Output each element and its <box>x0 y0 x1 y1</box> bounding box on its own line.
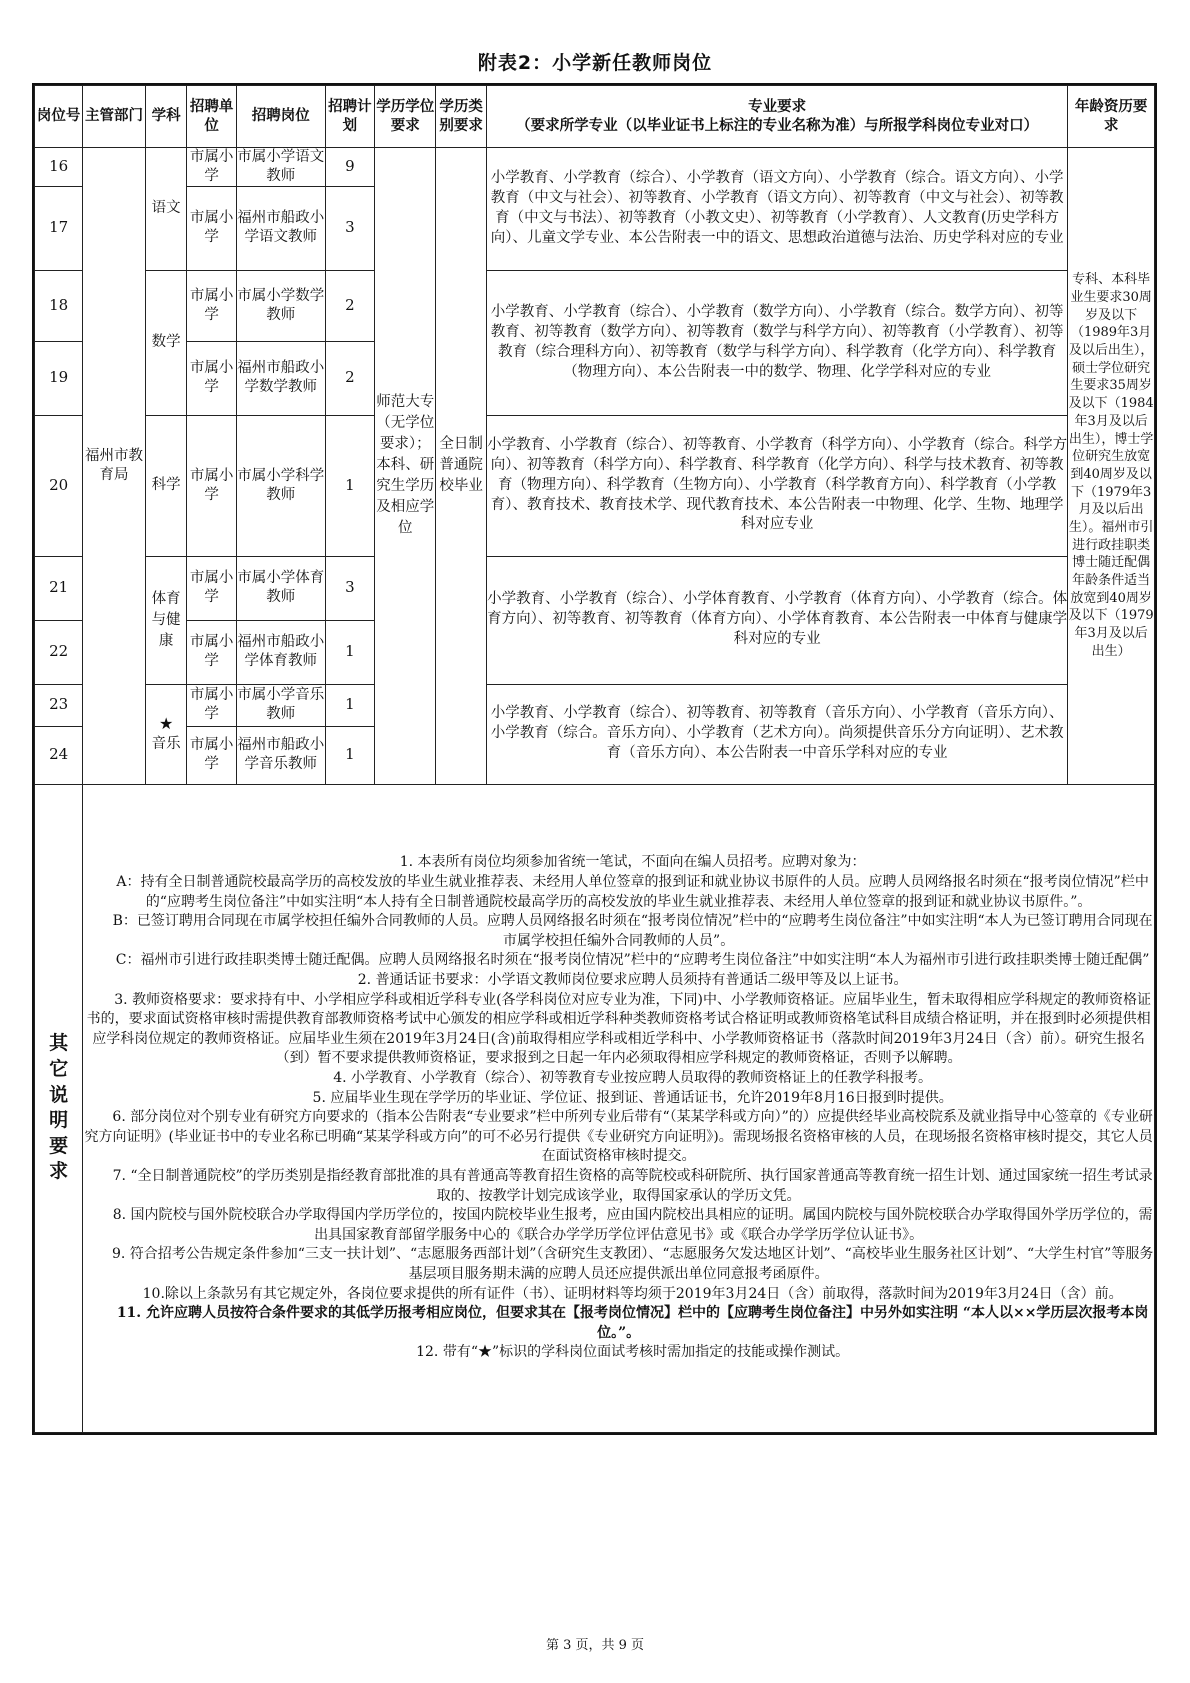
header-row <box>35 86 1155 148</box>
unit-cell: 市属小学 <box>187 341 236 415</box>
note-item: 1. 本表所有岗位均须参加省统一笔试，不面向在编人员招考。应聘对象为： <box>399 854 866 871</box>
header-degree: 学历学位要求 <box>375 86 436 148</box>
unit-cell: 市属小学 <box>187 684 236 726</box>
header-major-sub: （要求所学专业（以毕业证书上标注的专业名称为准）与所报学科岗位专业对口） <box>516 117 1039 134</box>
header-post-no: 岗位号 <box>35 86 83 148</box>
subject-pe: 体育与健康 <box>145 556 187 684</box>
subject-music-label: 音乐 <box>151 736 181 753</box>
post-no: 23 <box>35 684 83 726</box>
table-row <box>35 148 1155 187</box>
header-age: 年龄资历要求 <box>1068 86 1155 148</box>
note-item: 10.除以上条款另有其它规定外，各岗位要求提供的所有证件（书）、证明材料等均须于2019年3月24日（含）前取得，落款时间为2019年3月24日（含）前。 <box>142 1285 1123 1302</box>
plan-cell: 1 <box>325 726 374 784</box>
dept-cell: 福州市教育局 <box>83 148 146 785</box>
unit-cell: 市属小学 <box>187 148 236 187</box>
major-math: 小学教育、小学教育（综合）、小学教育（数学方向）、小学教育（综合。数学方向）、初等教育、初等教育（数学方向）、初等教育（数学与科学方向）、初等教育（小学教育）、初等教育（综合理科方向）、初等教育（数学与科学方向）、科学教育（化学方向）、科学教育（物理方向）、本公告附表一中的数学、物理、化学学科对应的专业 <box>486 270 1067 415</box>
table-row <box>35 684 1155 726</box>
post-cell: 福州市船政小学语文教师 <box>236 186 325 270</box>
note-item: 3. 教师资格要求：要求持有中、小学相应学科或相近学科专业(各学科岗位对应专业为准，下同)中、小学教师资格证。应届毕业生，暂未取得相应学科规定的教师资格证书的，要求面试资格审核时需提供教育部教师资格考试中心颁发的相应学科或相近学科种类教师资格考试合格证明或教师资格笔试科目成绩合格证明，并在报到时必须提供相应学科岗位规定的教师资格证。应届毕业生须在2019年3月24日(含)前取得相应学科或相近学科中、小学教师资格证书（落款时间2019年3月24日（含）前）。研究生报名（到）暂不要求提供教师资格证，要求报到之日起一年内必须取得相应学科规定的教师资格证，否则予以解聘。 <box>86 991 1151 1067</box>
post-cell: 市属小学科学教师 <box>236 415 325 556</box>
post-no: 18 <box>35 270 83 341</box>
plan-cell: 1 <box>325 415 374 556</box>
post-no: 19 <box>35 341 83 415</box>
post-no: 21 <box>35 556 83 620</box>
note-item: 4. 小学教育、小学教育（综合）、初等教育专业按应聘人员取得的教师资格证上的任教学科报考。 <box>333 1070 933 1086</box>
note-item: B：已签订聘用合同现在市属学校担任编外合同教师的人员。应聘人员网络报名时须在“报考岗位情况”栏中的“应聘考生岗位备注”中如实注明“本人为已签订聘用合同现在市属学校担任编外合同教师的人员”。 <box>112 913 1153 949</box>
post-no: 17 <box>35 186 83 270</box>
subject-chinese: 语文 <box>145 148 187 271</box>
post-no: 24 <box>35 726 83 784</box>
unit-cell: 市属小学 <box>187 415 236 556</box>
post-no: 20 <box>35 415 83 556</box>
major-chinese: 小学教育、小学教育（综合）、小学教育（语文方向）、小学教育（综合。语文方向）、小学教育（中文与社会）、初等教育、小学教育（语文方向）、初等教育（中文与社会）、初等教育（中文与书法）、初等教育（小教文史）、初等教育（小学教育）、人文教育(历史学科方向）、儿童文学专业、本公告附表一中的语文、思想政治道德与法治、历史学科对应的专业 <box>486 148 1067 271</box>
unit-cell: 市属小学 <box>187 726 236 784</box>
note-item: C：福州市引进行政挂职类博士随迁配偶。应聘人员网络报名时须在“报考岗位情况”栏中的“应聘考生岗位备注”中如实注明“本人为福州市引进行政挂职类博士随迁配偶” <box>115 952 1150 969</box>
major-music: 小学教育、小学教育（综合）、初等教育、初等教育（音乐方向）、小学教育（音乐方向）、小学教育（综合。音乐方向）、小学教育（艺术方向）。尚须提供音乐分方向证明）、艺术教育（音乐方向）、本公告附表一中音乐学科对应的专业 <box>486 684 1067 784</box>
header-subject: 学科 <box>145 86 187 148</box>
plan-cell: 3 <box>325 186 374 270</box>
plan-cell: 2 <box>325 341 374 415</box>
major-science: 小学教育、小学教育（综合）、初等教育、小学教育（科学方向）、小学教育（综合。科学方向）、初等教育（科学方向）、科学教育、科学教育（化学方向）、科学与技术教育、初等教育（物理方向）、科学教育（生物方向）、小学教育（科学教育方向）、科学教育（小学教育）、教育技术、教育技术学、现代教育技术、本公告附表一中物理、化学、生物、地理学科对应专业 <box>486 415 1067 556</box>
notes-cell <box>83 784 1155 1432</box>
note-item: 5. 应届毕业生现在学学历的毕业证、学位证、报到证、普通话证书，允许2019年8月16日报到时提供。 <box>312 1089 953 1106</box>
notes-label <box>35 784 83 1432</box>
plan-cell: 3 <box>325 556 374 620</box>
note-item: 2. 普通话证书要求：小学语文教师岗位要求应聘人员须持有普通话二级甲等及以上证书。 <box>357 972 908 989</box>
post-cell: 市属小学体育教师 <box>236 556 325 620</box>
header-post: 招聘岗位 <box>236 86 325 148</box>
degree-cell: 师范大专（无学位要求）；本科、研究生学历及相应学位 <box>375 148 436 785</box>
table-row <box>35 415 1155 556</box>
header-major <box>486 86 1067 148</box>
star-icon: ★ <box>158 714 174 734</box>
table-row <box>35 270 1155 341</box>
header-edu-type: 学历类别要求 <box>436 86 486 148</box>
unit-cell: 市属小学 <box>187 620 236 684</box>
unit-cell: 市属小学 <box>187 186 236 270</box>
note-item: 6. 部分岗位对个别专业有研究方向要求的（指本公告附表“专业要求”栏中所列专业后带有“（某某学科或方向）”的）应提供经毕业高校院系及就业指导中心签章的《专业研究方向证明》(毕业证书中的专业名称已明确“某某学科或方向”的可不必另行提供《专业研究方向证明》)。需现场报名资格审核的人员，在现场报名资格审核时提交，其它人员在面试资格审核时提交。 <box>84 1109 1153 1165</box>
post-cell: 福州市船政小学音乐教师 <box>236 726 325 784</box>
table-row <box>35 556 1155 620</box>
edu-type-cell: 全日制普通院校毕业 <box>436 148 486 785</box>
plan-cell: 1 <box>325 684 374 726</box>
note-item: 9. 符合招考公告规定条件参加“三支一扶计划”、“志愿服务西部计划”（含研究生支教团）、“志愿服务欠发达地区计划”、“高校毕业生服务社区计划”、“大学生村官”等服务基层项目服务期未满的应聘人员还应提供派出单位同意报考函原件。 <box>111 1246 1154 1282</box>
page-footer: 第 3 页，共 9 页 <box>545 1638 645 1653</box>
subject-math: 数学 <box>145 270 187 415</box>
plan-cell: 9 <box>325 148 374 187</box>
subject-science: 科学 <box>145 415 187 556</box>
post-cell: 市属小学数学教师 <box>236 270 325 341</box>
header-unit: 招聘单位 <box>187 86 236 148</box>
note-item: 7. “全日制普通院校”的学历类别是指经教育部批准的具有普通高等教育招生资格的高等院校或科研院所、执行国家普通高等教育统一招生计划、通过国家统一招生考试录取的、按教学计划完成该学业，取得国家承认的学历文凭。 <box>112 1167 1153 1204</box>
page-title: 附表2：小学新任教师岗位 <box>477 52 713 74</box>
post-cell: 福州市船政小学数学教师 <box>236 341 325 415</box>
header-dept: 主管部门 <box>83 86 146 148</box>
note-item-emphasis: 11. 允许应聘人员按符合条件要求的其低学历报考相应岗位，但要求其在【报考岗位情况】栏中的【应聘考生岗位备注】中另外如实注明 “本人以××学历层次报考本岗位。”。 <box>116 1305 1149 1341</box>
post-no: 16 <box>35 148 83 187</box>
major-pe: 小学教育、小学教育（综合）、小学体育教育、小学教育（体育方向）、小学教育（综合。体育方向）、初等教育、初等教育（体育方向）、小学体育教育、本公告附表一中体育与健康学科对应的专业 <box>486 556 1067 684</box>
notes-label-text: 其它说明要求 <box>49 1032 69 1183</box>
note-item: 8. 国内院校与国外院校联合办学取得国内学历学位的，按国内院校毕业生报考，应由国内院校出具相应的证明。属国内院校与国外院校联合办学取得国外学历学位的，需出具国家教育部留学服务中心的《联合办学学历学位评估意见书》或《联合办学学历学位认证书》。 <box>112 1207 1153 1243</box>
subject-music <box>145 684 187 784</box>
age-cell: 专科、本科毕业生要求30周岁及以下（1989年3月及以后出生），硕士学位研究生要求35周岁及以下（1984年3月及以后出生），博士学位研究生放宽到40周岁及以下（1979年3月及以后出生）。福州市引进行政挂职类博士随迁配偶年龄条件适当放宽到40周岁及以下（1979年3月及以后出生） <box>1068 148 1155 785</box>
plan-cell: 2 <box>325 270 374 341</box>
plan-cell: 1 <box>325 620 374 684</box>
job-table <box>34 85 1155 1433</box>
notes-row <box>35 784 1155 1432</box>
unit-cell: 市属小学 <box>187 556 236 620</box>
header-major-title: 专业要求 <box>748 99 807 116</box>
header-plan: 招聘计划 <box>325 86 374 148</box>
post-cell: 市属小学语文教师 <box>236 148 325 187</box>
post-no: 22 <box>35 620 83 684</box>
note-item: 12. 带有“★”标识的学科岗位面试考核时需加指定的技能或操作测试。 <box>416 1344 850 1361</box>
post-cell: 福州市船政小学体育教师 <box>236 620 325 684</box>
post-cell: 市属小学音乐教师 <box>236 684 325 726</box>
unit-cell: 市属小学 <box>187 270 236 341</box>
note-item: A：持有全日制普通院校最高学历的高校发放的毕业生就业推荐表、未经用人单位签章的报到证和就业协议书原件的人员。应聘人员网络报名时须在“报考岗位情况”栏中的“应聘考生岗位备注”中如实注明“本人持有全日制普通院校最高学历的高校发放的毕业生就业推荐表、未经用人单位签章的报到证和就业协议书原件。”。 <box>116 874 1149 910</box>
